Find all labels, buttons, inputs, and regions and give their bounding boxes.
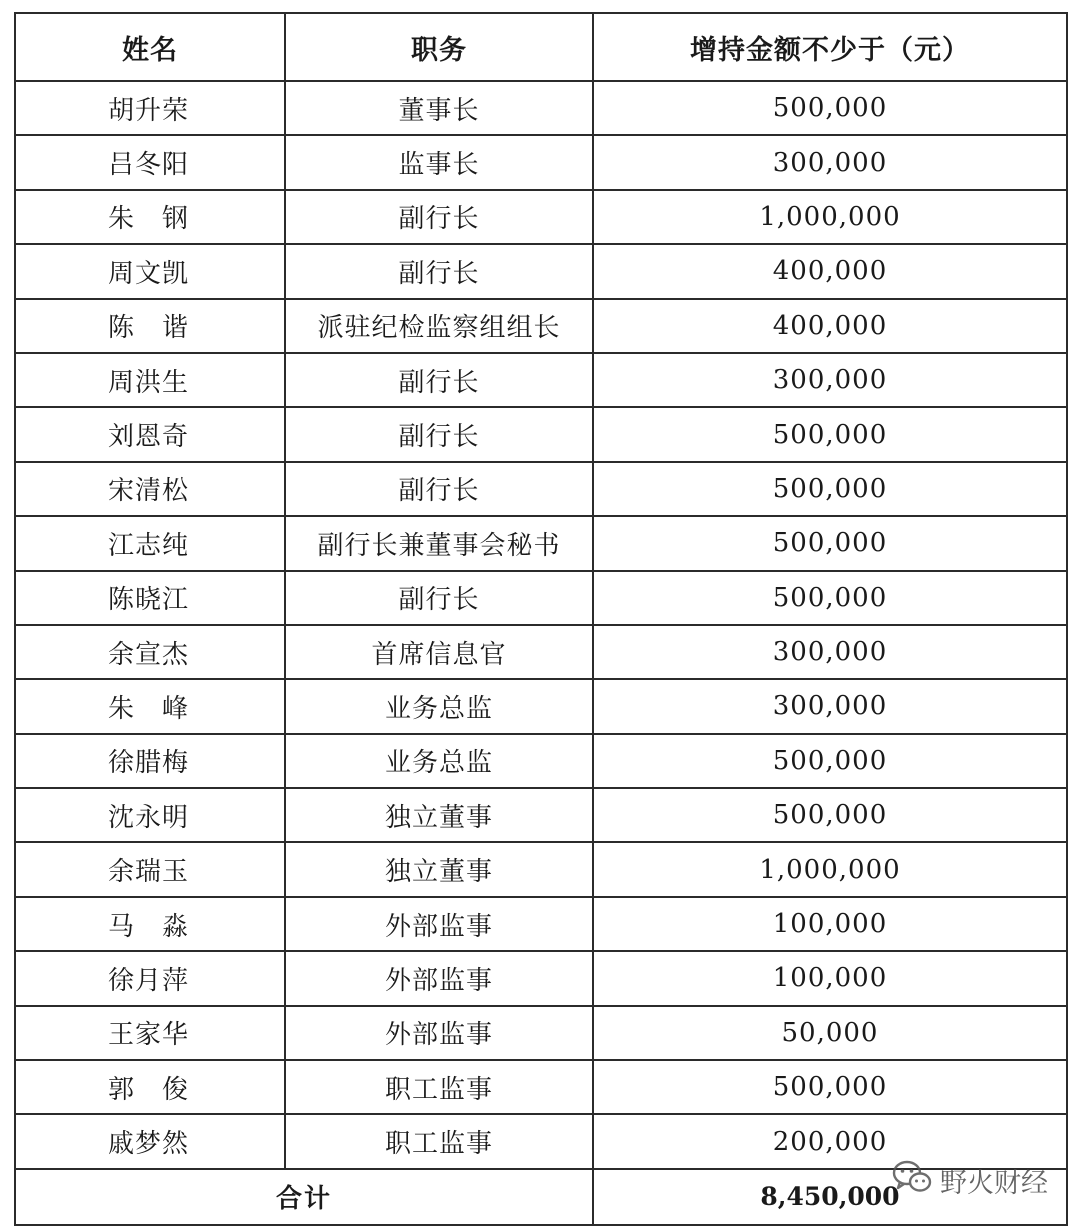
header-role: 职务 (285, 13, 593, 81)
cell-name: 江志纯 (15, 516, 285, 570)
cell-name: 宋清松 (15, 462, 285, 516)
cell-amount: 500,000 (593, 788, 1067, 842)
cell-name: 朱 峰 (15, 679, 285, 733)
cell-amount: 500,000 (593, 407, 1067, 461)
table-row (15, 462, 1067, 516)
total-label: 合计 (15, 1169, 593, 1225)
cell-role: 董事长 (285, 81, 593, 135)
cell-role: 外部监事 (285, 951, 593, 1005)
cell-name: 王家华 (15, 1006, 285, 1060)
cell-role: 首席信息官 (285, 625, 593, 679)
cell-role: 职工监事 (285, 1114, 593, 1168)
table-row (15, 1006, 1067, 1060)
table-row (15, 81, 1067, 135)
table-row (15, 244, 1067, 298)
table-row (15, 625, 1067, 679)
wechat-icon (892, 1160, 932, 1201)
holdings-table-container (14, 12, 1066, 1226)
total-amount: 8,450,000 (593, 1169, 1067, 1225)
cell-role: 业务总监 (285, 679, 593, 733)
table-row (15, 788, 1067, 842)
cell-role: 独立董事 (285, 788, 593, 842)
cell-name: 沈永明 (15, 788, 285, 842)
cell-amount: 300,000 (593, 625, 1067, 679)
table-row (15, 951, 1067, 1005)
table-row (15, 679, 1067, 733)
cell-amount: 500,000 (593, 734, 1067, 788)
cell-name: 陈晓江 (15, 571, 285, 625)
cell-amount: 1,000,000 (593, 842, 1067, 896)
watermark (892, 1160, 1048, 1201)
cell-name: 陈 谐 (15, 299, 285, 353)
cell-amount: 300,000 (593, 679, 1067, 733)
table-row (15, 734, 1067, 788)
table-row (15, 842, 1067, 896)
cell-name: 戚梦然 (15, 1114, 285, 1168)
cell-amount: 500,000 (593, 1060, 1067, 1114)
cell-name: 余宣杰 (15, 625, 285, 679)
cell-name: 马 淼 (15, 897, 285, 951)
cell-role: 派驻纪检监察组组长 (285, 299, 593, 353)
table-body (15, 81, 1067, 1169)
cell-role: 副行长 (285, 571, 593, 625)
cell-role: 副行长 (285, 407, 593, 461)
cell-role: 外部监事 (285, 897, 593, 951)
cell-amount: 300,000 (593, 135, 1067, 189)
cell-amount: 50,000 (593, 1006, 1067, 1060)
watermark-text: 野火财经 (940, 1168, 1048, 1199)
table-row (15, 407, 1067, 461)
table-row (15, 299, 1067, 353)
table-row (15, 897, 1067, 951)
cell-role: 副行长 (285, 190, 593, 244)
cell-role: 业务总监 (285, 734, 593, 788)
cell-name: 胡升荣 (15, 81, 285, 135)
cell-name: 刘恩奇 (15, 407, 285, 461)
cell-name: 徐月萍 (15, 951, 285, 1005)
cell-amount: 1,000,000 (593, 190, 1067, 244)
cell-name: 朱 钢 (15, 190, 285, 244)
table-header-row (15, 13, 1067, 81)
cell-amount: 100,000 (593, 951, 1067, 1005)
cell-name: 余瑞玉 (15, 842, 285, 896)
table-row (15, 190, 1067, 244)
cell-name: 徐腊梅 (15, 734, 285, 788)
header-name: 姓名 (15, 13, 285, 81)
table-row (15, 571, 1067, 625)
cell-amount: 500,000 (593, 516, 1067, 570)
table-row (15, 516, 1067, 570)
cell-name: 郭 俊 (15, 1060, 285, 1114)
table-row (15, 135, 1067, 189)
cell-amount: 500,000 (593, 462, 1067, 516)
cell-role: 独立董事 (285, 842, 593, 896)
cell-name: 周文凯 (15, 244, 285, 298)
header-amount: 增持金额不少于（元） (593, 13, 1067, 81)
cell-role: 副行长兼董事会秘书 (285, 516, 593, 570)
cell-role: 副行长 (285, 462, 593, 516)
cell-role: 副行长 (285, 244, 593, 298)
cell-amount: 300,000 (593, 353, 1067, 407)
cell-amount: 500,000 (593, 81, 1067, 135)
cell-role: 外部监事 (285, 1006, 593, 1060)
cell-role: 职工监事 (285, 1060, 593, 1114)
cell-amount: 200,000 (593, 1114, 1067, 1168)
cell-name: 吕冬阳 (15, 135, 285, 189)
table-row (15, 353, 1067, 407)
cell-amount: 100,000 (593, 897, 1067, 951)
table-row (15, 1060, 1067, 1114)
cell-amount: 400,000 (593, 299, 1067, 353)
holdings-table (14, 12, 1068, 1226)
cell-name: 周洪生 (15, 353, 285, 407)
cell-amount: 500,000 (593, 571, 1067, 625)
cell-role: 监事长 (285, 135, 593, 189)
cell-amount: 400,000 (593, 244, 1067, 298)
cell-role: 副行长 (285, 353, 593, 407)
